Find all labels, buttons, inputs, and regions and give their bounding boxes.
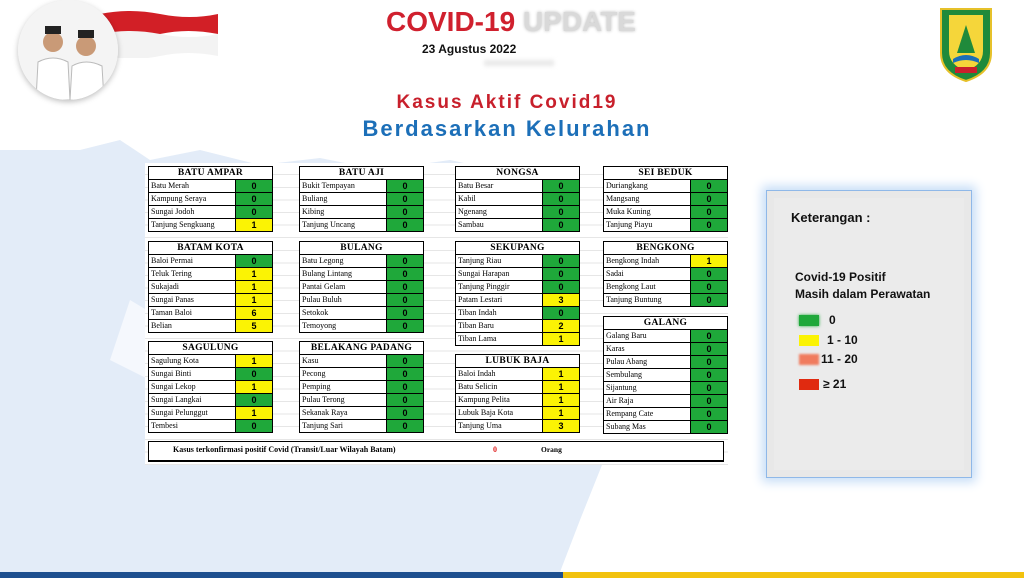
table-row xyxy=(300,420,423,432)
kelurahan-name: Bengkong Laut xyxy=(604,281,691,293)
kelurahan-name: Patam Lestari xyxy=(456,294,543,306)
kelurahan-name: Sijantung xyxy=(604,382,691,394)
case-count: 0 xyxy=(543,193,579,205)
kelurahan-name: Batu Besar xyxy=(456,180,543,192)
table-row xyxy=(149,206,272,219)
kelurahan-name: Sembulang xyxy=(604,369,691,381)
table-row xyxy=(149,294,272,307)
table-row xyxy=(300,368,423,381)
table-row xyxy=(300,381,423,394)
case-count: 6 xyxy=(236,307,272,319)
kelurahan-name: Tanjung Uma xyxy=(456,420,543,432)
legend-subtitle-1: Covid-19 Positif xyxy=(795,270,886,284)
table-row xyxy=(456,193,579,206)
table-row xyxy=(300,206,423,219)
table-row xyxy=(149,407,272,420)
table-row xyxy=(456,180,579,193)
case-count: 0 xyxy=(236,420,272,432)
kelurahan-name: Sagulung Kota xyxy=(149,355,236,367)
kelurahan-name: Sungai Panas xyxy=(149,294,236,306)
case-count: 5 xyxy=(236,320,272,332)
case-count: 0 xyxy=(387,206,423,218)
kelurahan-name: Tanjung Pinggir xyxy=(456,281,543,293)
kelurahan-name: Kabil xyxy=(456,193,543,205)
kelurahan-name: Sungai Langkai xyxy=(149,394,236,406)
district-table-bulang xyxy=(299,241,424,333)
table-row xyxy=(149,219,272,231)
kelurahan-name: Sekanak Raya xyxy=(300,407,387,419)
kelurahan-name: Pecong xyxy=(300,368,387,380)
heading-active-cases: Kasus Aktif Covid19 xyxy=(396,92,618,113)
legend-swatch-salmon xyxy=(799,354,819,365)
table-row xyxy=(300,255,423,268)
transit-cases-label: Kasus terkonfirmasi positif Covid (Transit/Luar Wilayah Batam) xyxy=(173,445,396,454)
kelurahan-name: Tanjung Buntung xyxy=(604,294,691,306)
kelurahan-name: Batu Legong xyxy=(300,255,387,267)
case-count: 0 xyxy=(387,307,423,319)
transit-cases-count: 0 xyxy=(493,445,497,454)
table-row xyxy=(604,382,727,395)
transit-cases-row xyxy=(148,441,724,462)
table-row xyxy=(604,255,727,268)
table-row xyxy=(300,355,423,368)
kelurahan-name: Subang Mas xyxy=(604,421,691,433)
case-count: 0 xyxy=(236,255,272,267)
kelurahan-name: Bukit Tempayan xyxy=(300,180,387,192)
table-row xyxy=(149,193,272,206)
case-count: 3 xyxy=(543,294,579,306)
case-count: 1 xyxy=(236,219,272,231)
kelurahan-name: Tanjung Sari xyxy=(300,420,387,432)
case-count: 1 xyxy=(543,381,579,393)
kelurahan-name: Kampung Pelita xyxy=(456,394,543,406)
case-count: 0 xyxy=(387,420,423,432)
case-count: 0 xyxy=(387,281,423,293)
case-count: 0 xyxy=(543,281,579,293)
case-count: 0 xyxy=(691,330,727,342)
table-row xyxy=(604,369,727,382)
case-count: 0 xyxy=(691,421,727,433)
table-row xyxy=(300,268,423,281)
case-count: 1 xyxy=(236,407,272,419)
district-table-nongsa xyxy=(455,166,580,232)
table-row xyxy=(456,368,579,381)
kelurahan-name: Batu Merah xyxy=(149,180,236,192)
kelurahan-name: Teluk Tering xyxy=(149,268,236,280)
case-count: 1 xyxy=(236,281,272,293)
kelurahan-name: Pulau Buluh xyxy=(300,294,387,306)
table-row xyxy=(149,320,272,332)
kelurahan-name: Bulang Lintang xyxy=(300,268,387,280)
table-row xyxy=(300,193,423,206)
case-count: 1 xyxy=(236,268,272,280)
case-count: 0 xyxy=(691,356,727,368)
case-count: 0 xyxy=(387,180,423,192)
kelurahan-name: Pulau Terong xyxy=(300,394,387,406)
report-date: 23 Agustus 2022 xyxy=(422,42,517,56)
case-count: 0 xyxy=(691,206,727,218)
table-row xyxy=(300,180,423,193)
heading-by-kelurahan: Berdasarkan Kelurahan xyxy=(362,116,652,141)
kelurahan-name: Kasu xyxy=(300,355,387,367)
table-row xyxy=(149,420,272,432)
case-count: 1 xyxy=(236,381,272,393)
table-row xyxy=(604,343,727,356)
table-row xyxy=(149,281,272,294)
kelurahan-name: Pantai Gelam xyxy=(300,281,387,293)
table-row xyxy=(456,268,579,281)
district-header: SAGULUNG xyxy=(149,342,272,355)
legend-swatch-yellow xyxy=(799,335,819,346)
district-table-sei-beduk xyxy=(603,166,728,232)
case-count: 0 xyxy=(543,268,579,280)
kelurahan-name: Taman Baloi xyxy=(149,307,236,319)
legend-swatch-red xyxy=(799,379,819,390)
table-row xyxy=(456,420,579,432)
district-header: SEKUPANG xyxy=(456,242,579,255)
case-count: 0 xyxy=(543,255,579,267)
kelurahan-name: Tembesi xyxy=(149,420,236,432)
table-row xyxy=(149,307,272,320)
kelurahan-name: Muka Kuning xyxy=(604,206,691,218)
table-row xyxy=(604,219,727,231)
kelurahan-name: Galang Baru xyxy=(604,330,691,342)
case-count: 1 xyxy=(543,333,579,345)
district-table-batam-kota xyxy=(148,241,273,333)
kelurahan-name: Sungai Harapan xyxy=(456,268,543,280)
case-count: 0 xyxy=(387,394,423,406)
case-count: 0 xyxy=(387,294,423,306)
district-table-batu-aji xyxy=(299,166,424,232)
table-row xyxy=(456,394,579,407)
table-row xyxy=(456,255,579,268)
case-count: 0 xyxy=(236,368,272,380)
case-count: 2 xyxy=(543,320,579,332)
legend-title: Keterangan : xyxy=(791,210,871,225)
case-count: 0 xyxy=(691,219,727,231)
kelurahan-name: Sadai xyxy=(604,268,691,280)
kelurahan-name: Sukajadi xyxy=(149,281,236,293)
table-row xyxy=(604,180,727,193)
case-count: 0 xyxy=(387,255,423,267)
kelurahan-name: Belian xyxy=(149,320,236,332)
kelurahan-name: Temoyong xyxy=(300,320,387,332)
table-row xyxy=(149,180,272,193)
kelurahan-name: Tanjung Uncang xyxy=(300,219,387,231)
district-table-galang xyxy=(603,316,728,434)
table-row xyxy=(604,281,727,294)
case-count: 0 xyxy=(691,343,727,355)
legend-swatch-green xyxy=(799,315,819,326)
kelurahan-name: Pemping xyxy=(300,381,387,393)
page-title xyxy=(386,6,636,38)
table-row xyxy=(300,219,423,231)
table-row xyxy=(456,219,579,231)
kelurahan-name: Sungai Binti xyxy=(149,368,236,380)
case-count: 1 xyxy=(543,394,579,406)
kelurahan-name: Ngenang xyxy=(456,206,543,218)
table-row xyxy=(604,193,727,206)
district-table-belakang-padang xyxy=(299,341,424,433)
table-row xyxy=(300,281,423,294)
kelurahan-name: Kibing xyxy=(300,206,387,218)
table-row xyxy=(604,294,727,306)
kelurahan-name: Sungai Jodoh xyxy=(149,206,236,218)
table-row xyxy=(456,307,579,320)
case-count: 0 xyxy=(543,307,579,319)
district-table-batu-ampar xyxy=(148,166,273,232)
case-count: 0 xyxy=(387,368,423,380)
table-row xyxy=(604,206,727,219)
kelurahan-name: Air Raja xyxy=(604,395,691,407)
case-count: 0 xyxy=(236,180,272,192)
district-header: SEI BEDUK xyxy=(604,167,727,180)
bottom-stripe xyxy=(0,572,1024,578)
title-main: COVID-19 xyxy=(386,6,516,37)
table-row xyxy=(604,356,727,369)
kelurahan-name: Baloi Indah xyxy=(456,368,543,380)
case-count: 0 xyxy=(691,369,727,381)
case-count: 0 xyxy=(691,193,727,205)
district-header: BELAKANG PADANG xyxy=(300,342,423,355)
title-faded: UPDATE xyxy=(522,6,636,37)
case-count: 3 xyxy=(543,420,579,432)
table-row xyxy=(149,255,272,268)
table-row xyxy=(456,206,579,219)
kelurahan-name: Tiban Indah xyxy=(456,307,543,319)
district-header: LUBUK BAJA xyxy=(456,355,579,368)
table-row xyxy=(456,381,579,394)
case-count: 0 xyxy=(236,193,272,205)
table-row xyxy=(149,368,272,381)
table-row xyxy=(456,407,579,420)
batam-city-emblem xyxy=(937,3,995,83)
case-count: 0 xyxy=(543,206,579,218)
case-count: 1 xyxy=(236,355,272,367)
table-row xyxy=(456,294,579,307)
kelurahan-name: Lubuk Baja Kota xyxy=(456,407,543,419)
table-row xyxy=(300,320,423,332)
district-header: GALANG xyxy=(604,317,727,330)
case-count: 1 xyxy=(543,368,579,380)
district-table-lubuk-baja xyxy=(455,354,580,433)
district-header: BATAM KOTA xyxy=(149,242,272,255)
table-row xyxy=(149,355,272,368)
legend-subtitle-2: Masih dalam Perawatan xyxy=(795,287,931,301)
kelurahan-name: Setokok xyxy=(300,307,387,319)
case-count: 0 xyxy=(236,206,272,218)
legend-label: ≥ 21 xyxy=(823,377,847,391)
table-row xyxy=(604,395,727,408)
kelurahan-name: Mangsang xyxy=(604,193,691,205)
legend-inner xyxy=(774,198,964,470)
case-count: 0 xyxy=(387,381,423,393)
case-count: 0 xyxy=(691,268,727,280)
kelurahan-name: Rempang Cate xyxy=(604,408,691,420)
kelurahan-name: Sungai Lekop xyxy=(149,381,236,393)
table-row xyxy=(300,307,423,320)
kelurahan-name: Karas xyxy=(604,343,691,355)
table-row xyxy=(604,408,727,421)
table-row xyxy=(300,294,423,307)
blurred-subtitle xyxy=(484,60,554,66)
case-count: 1 xyxy=(543,407,579,419)
case-count: 0 xyxy=(387,219,423,231)
table-row xyxy=(149,381,272,394)
kelurahan-name: Bengkong Indah xyxy=(604,255,691,267)
legend-panel xyxy=(766,190,972,478)
case-count: 0 xyxy=(387,193,423,205)
kelurahan-name: Tanjung Sengkuang xyxy=(149,219,236,231)
kelurahan-name: Batu Selicin xyxy=(456,381,543,393)
district-header: BULANG xyxy=(300,242,423,255)
kelurahan-name: Sungai Pelunggut xyxy=(149,407,236,419)
legend-label: 0 xyxy=(829,313,836,327)
table-row xyxy=(300,407,423,420)
case-count: 0 xyxy=(543,180,579,192)
case-count: 0 xyxy=(387,320,423,332)
case-count: 0 xyxy=(691,180,727,192)
district-table-bengkong xyxy=(603,241,728,307)
kelurahan-name: Kampung Seraya xyxy=(149,193,236,205)
table-row xyxy=(456,281,579,294)
district-header: BATU AJI xyxy=(300,167,423,180)
case-count: 0 xyxy=(387,355,423,367)
case-count: 0 xyxy=(387,407,423,419)
case-count: 0 xyxy=(543,219,579,231)
legend-label: 11 - 20 xyxy=(821,352,858,366)
district-header: NONGSA xyxy=(456,167,579,180)
legend-label: 1 - 10 xyxy=(827,333,858,347)
table-row xyxy=(604,330,727,343)
table-row xyxy=(149,394,272,407)
case-count: 0 xyxy=(691,408,727,420)
case-count: 0 xyxy=(691,382,727,394)
kelurahan-name: Tanjung Piayu xyxy=(604,219,691,231)
transit-cases-unit: Orang xyxy=(541,445,562,454)
kelurahan-name: Pulau Abang xyxy=(604,356,691,368)
case-count: 0 xyxy=(691,281,727,293)
case-count: 1 xyxy=(691,255,727,267)
district-header: BENGKONG xyxy=(604,242,727,255)
table-row xyxy=(300,394,423,407)
case-count: 0 xyxy=(691,294,727,306)
table-row xyxy=(456,320,579,333)
kelurahan-name: Duriangkang xyxy=(604,180,691,192)
kelurahan-name: Tiban Baru xyxy=(456,320,543,332)
table-row xyxy=(456,333,579,345)
district-table-sekupang xyxy=(455,241,580,346)
kelurahan-name: Baloi Permai xyxy=(149,255,236,267)
table-row xyxy=(604,421,727,433)
district-header: BATU AMPAR xyxy=(149,167,272,180)
district-table-sagulung xyxy=(148,341,273,433)
kelurahan-name: Sambau xyxy=(456,219,543,231)
kelurahan-name: Tiban Lama xyxy=(456,333,543,345)
officials-portrait-logo xyxy=(18,0,118,100)
kelurahan-name: Tanjung Riau xyxy=(456,255,543,267)
case-count: 0 xyxy=(236,394,272,406)
case-count: 1 xyxy=(236,294,272,306)
case-count: 0 xyxy=(691,395,727,407)
table-row xyxy=(604,268,727,281)
case-count: 0 xyxy=(387,268,423,280)
table-row xyxy=(149,268,272,281)
kelurahan-name: Buliang xyxy=(300,193,387,205)
